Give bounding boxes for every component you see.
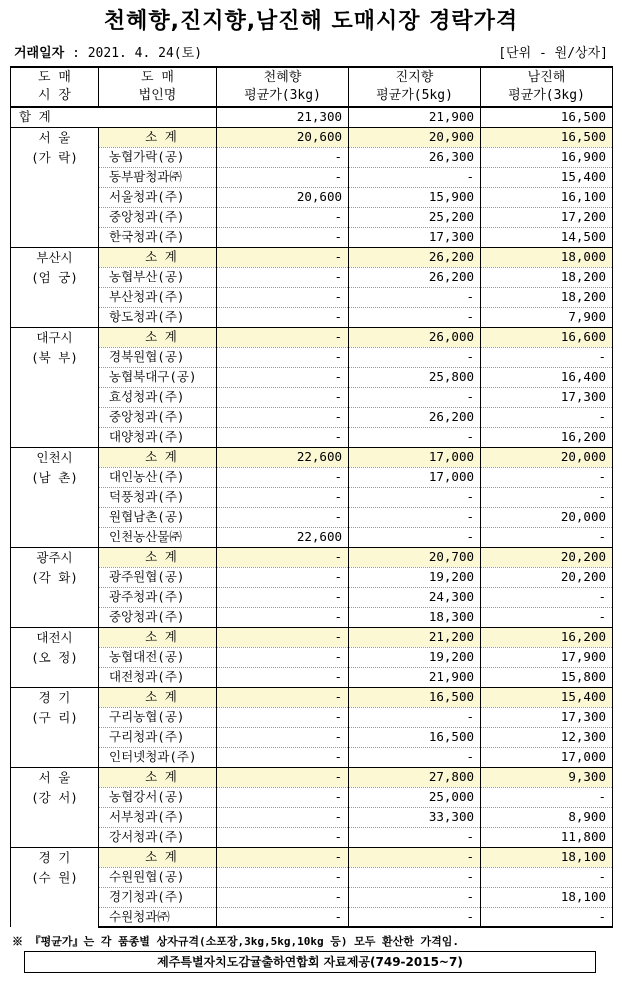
price-cell: - (217, 747, 349, 767)
price-cell: - (217, 347, 349, 367)
price-cell: - (217, 367, 349, 387)
price-cell: 20,900 (349, 127, 481, 147)
price-cell: - (481, 867, 613, 887)
table-header (11, 67, 613, 107)
price-cell: 19,200 (349, 567, 481, 587)
price-cell: 11,800 (481, 827, 613, 847)
price-cell: - (217, 907, 349, 927)
table-row (11, 387, 613, 407)
corp-name: 농협대전(공) (99, 647, 217, 667)
price-cell: - (349, 347, 481, 367)
price-cell: 17,000 (349, 467, 481, 487)
price-cell: 14,500 (481, 227, 613, 247)
table-row (11, 267, 613, 287)
market-name: 서 울 (가 락) (11, 127, 99, 247)
corp-name: 대인농산(주) (99, 467, 217, 487)
subtotal-label: 소 계 (99, 847, 217, 867)
header-namjinhae: 남진해 평균가(3kg) (481, 67, 613, 107)
corp-name: 대전청과(주) (99, 667, 217, 687)
price-cell: - (349, 867, 481, 887)
subtotal-row (11, 767, 613, 787)
price-cell: - (349, 507, 481, 527)
price-cell: - (349, 907, 481, 927)
price-cell: 20,200 (481, 567, 613, 587)
price-cell: 12,300 (481, 727, 613, 747)
price-cell: - (217, 507, 349, 527)
price-cell: 20,600 (217, 187, 349, 207)
price-cell: - (349, 527, 481, 547)
price-cell: - (217, 247, 349, 267)
price-cell: 20,200 (481, 547, 613, 567)
total-row (11, 107, 613, 127)
date-label: 거래일자 (14, 46, 65, 61)
price-cell: - (217, 167, 349, 187)
price-cell: 25,000 (349, 787, 481, 807)
price-cell: - (217, 387, 349, 407)
market-name: 서 울 (강 서) (11, 767, 99, 847)
table-row (11, 527, 613, 547)
corp-name: 구리청과(주) (99, 727, 217, 747)
price-cell: 8,900 (481, 807, 613, 827)
corp-name: 서부청과(주) (99, 807, 217, 827)
trade-date (14, 42, 202, 61)
price-cell: - (349, 307, 481, 327)
table-row (11, 147, 613, 167)
subtotal-label: 소 계 (99, 767, 217, 787)
table-row (11, 167, 613, 187)
table-row (11, 207, 613, 227)
price-cell: 17,000 (349, 447, 481, 467)
price-cell: 16,500 (481, 127, 613, 147)
price-cell: - (217, 627, 349, 647)
subtotal-row (11, 847, 613, 867)
corp-name: 농협강서(공) (99, 787, 217, 807)
price-cell: 18,100 (481, 887, 613, 907)
price-cell: - (217, 727, 349, 747)
footnote: ※ 『평균가』는 각 품종별 상자규격(소포장,3kg,5kg,10kg 등) 모두 환산한 가격임. (12, 935, 459, 948)
subtotal-row (11, 627, 613, 647)
price-cell: 20,000 (481, 447, 613, 467)
table-row (11, 187, 613, 207)
price-cell: 20,000 (481, 507, 613, 527)
corp-name: 중앙청과(주) (99, 607, 217, 627)
price-cell: - (217, 887, 349, 907)
table-row (11, 787, 613, 807)
price-cell: 20,700 (349, 547, 481, 567)
table-row (11, 567, 613, 587)
price-cell: 26,200 (349, 407, 481, 427)
price-cell: - (217, 607, 349, 627)
table-row (11, 807, 613, 827)
subtotal-row (11, 547, 613, 567)
price-cell: - (217, 827, 349, 847)
price-cell: - (217, 307, 349, 327)
total-value: 21,900 (349, 107, 481, 127)
price-cell: - (217, 707, 349, 727)
price-cell: - (217, 287, 349, 307)
header-market: 도 매 시 장 (11, 67, 99, 107)
table-row (11, 647, 613, 667)
market-name: 경 기 (수 원) (11, 847, 99, 927)
price-cell: 22,600 (217, 527, 349, 547)
price-cell: 25,200 (349, 207, 481, 227)
price-cell: 33,300 (349, 807, 481, 827)
price-cell: 26,200 (349, 267, 481, 287)
price-cell: - (349, 887, 481, 907)
price-cell: - (481, 607, 613, 627)
price-cell: 16,100 (481, 187, 613, 207)
table-row (11, 607, 613, 627)
table-row (11, 707, 613, 727)
corp-name: 농협북대구(공) (99, 367, 217, 387)
price-cell: - (481, 907, 613, 927)
corp-name: 부산청과(주) (99, 287, 217, 307)
subtotal-row (11, 327, 613, 347)
price-table (10, 66, 613, 928)
market-name: 대구시 (북 부) (11, 327, 99, 447)
header-corp: 도 매 법인명 (99, 67, 217, 107)
corp-name: 경기청과(주) (99, 887, 217, 907)
price-cell: - (481, 587, 613, 607)
page-title: 천혜향,진지향,남진해 도매시장 경락가격 (103, 9, 519, 34)
price-cell: 22,600 (217, 447, 349, 467)
price-cell: - (217, 667, 349, 687)
price-cell: 24,300 (349, 587, 481, 607)
subtotal-row (11, 247, 613, 267)
price-cell: - (481, 527, 613, 547)
market-name: 부산시 (엄 궁) (11, 247, 99, 327)
price-cell: - (217, 647, 349, 667)
price-cell: 18,100 (481, 847, 613, 867)
price-cell: 26,200 (349, 247, 481, 267)
market-name: 대전시 (오 정) (11, 627, 99, 687)
subtotal-label: 소 계 (99, 547, 217, 567)
price-cell: - (217, 567, 349, 587)
total-value: 21,300 (217, 107, 349, 127)
total-label: 합 계 (11, 107, 217, 127)
price-cell: 25,800 (349, 367, 481, 387)
price-cell: - (217, 487, 349, 507)
subtotal-row (11, 687, 613, 707)
table-row (11, 227, 613, 247)
price-cell: 17,300 (349, 227, 481, 247)
table-row (11, 287, 613, 307)
price-cell: - (349, 487, 481, 507)
price-cell: 7,900 (481, 307, 613, 327)
price-cell: - (481, 787, 613, 807)
market-name: 경 기 (구 리) (11, 687, 99, 767)
table-row (11, 307, 613, 327)
price-cell: 26,300 (349, 147, 481, 167)
table-row (11, 427, 613, 447)
corp-name: 인터넷청과(주) (99, 747, 217, 767)
price-cell: - (217, 787, 349, 807)
table-row (11, 407, 613, 427)
price-cell: 15,400 (481, 687, 613, 707)
price-cell: 17,000 (481, 747, 613, 767)
table-row (11, 867, 613, 887)
price-cell: - (349, 427, 481, 447)
subtotal-label: 소 계 (99, 247, 217, 267)
header-jinjihyang: 진지향 평균가(5kg) (349, 67, 481, 107)
price-cell: 18,200 (481, 267, 613, 287)
price-cell: - (481, 467, 613, 487)
price-cell: - (217, 867, 349, 887)
price-cell: - (217, 847, 349, 867)
subtotal-label: 소 계 (99, 447, 217, 467)
price-cell: 15,800 (481, 667, 613, 687)
price-cell: 16,600 (481, 327, 613, 347)
date-value: : 2021. 4. 24(토) (72, 46, 203, 61)
table-row (11, 747, 613, 767)
table-row (11, 487, 613, 507)
price-cell: 21,900 (349, 667, 481, 687)
header-cheonhyehyang: 천혜향 평균가(3kg) (217, 67, 349, 107)
price-cell: - (481, 407, 613, 427)
price-cell: 17,900 (481, 647, 613, 667)
table-row (11, 367, 613, 387)
price-cell: - (349, 707, 481, 727)
price-cell: - (349, 287, 481, 307)
price-cell: 27,800 (349, 767, 481, 787)
price-cell: - (217, 427, 349, 447)
price-cell: 18,200 (481, 287, 613, 307)
price-cell: - (349, 847, 481, 867)
price-cell: - (217, 687, 349, 707)
price-cell: - (217, 407, 349, 427)
corp-name: 광주원협(공) (99, 567, 217, 587)
price-cell: 17,300 (481, 387, 613, 407)
corp-name: 경북원협(공) (99, 347, 217, 367)
price-cell: 17,200 (481, 207, 613, 227)
price-cell: 9,300 (481, 767, 613, 787)
price-cell: 18,300 (349, 607, 481, 627)
price-cell: 16,400 (481, 367, 613, 387)
corp-name: 중앙청과(주) (99, 207, 217, 227)
corp-name: 수원청과㈜ (99, 907, 217, 927)
price-cell: 16,200 (481, 627, 613, 647)
price-cell: - (349, 387, 481, 407)
subtotal-label: 소 계 (99, 327, 217, 347)
price-cell: - (217, 227, 349, 247)
price-cell: - (481, 347, 613, 367)
corp-name: 광주청과(주) (99, 587, 217, 607)
price-cell: 17,300 (481, 707, 613, 727)
corp-name: 서울청과(주) (99, 187, 217, 207)
subtotal-row (11, 127, 613, 147)
corp-name: 강서청과(주) (99, 827, 217, 847)
table-row (11, 907, 613, 927)
price-cell: 16,200 (481, 427, 613, 447)
corp-name: 원협남촌(공) (99, 507, 217, 527)
source-box: 제주특별자치도감귤출하연합회 자료제공(749-2015~7) (24, 951, 596, 973)
price-cell: - (217, 467, 349, 487)
price-cell: - (217, 547, 349, 567)
corp-name: 농협가락(공) (99, 147, 217, 167)
unit-label: [단위 - 원/상자] (498, 46, 608, 61)
corp-name: 동부팜청과㈜ (99, 167, 217, 187)
price-cell: 15,400 (481, 167, 613, 187)
price-cell: - (481, 487, 613, 507)
price-cell: 15,900 (349, 187, 481, 207)
price-cell: - (349, 747, 481, 767)
price-cell: - (349, 827, 481, 847)
price-cell: 21,200 (349, 627, 481, 647)
price-cell: 16,900 (481, 147, 613, 167)
corp-name: 항도청과(주) (99, 307, 217, 327)
table-row (11, 587, 613, 607)
price-cell: - (217, 807, 349, 827)
corp-name: 중앙청과(주) (99, 407, 217, 427)
table-row (11, 887, 613, 907)
table-row (11, 347, 613, 367)
subtotal-row (11, 447, 613, 467)
corp-name: 효성청과(주) (99, 387, 217, 407)
subtotal-label: 소 계 (99, 127, 217, 147)
price-cell: 26,000 (349, 327, 481, 347)
corp-name: 농협부산(공) (99, 267, 217, 287)
corp-name: 인천농산물㈜ (99, 527, 217, 547)
price-cell: 16,500 (349, 727, 481, 747)
price-cell: - (217, 327, 349, 347)
price-cell: - (217, 147, 349, 167)
table-row (11, 667, 613, 687)
market-name: 인천시 (남 촌) (11, 447, 99, 547)
price-cell: 20,600 (217, 127, 349, 147)
price-cell: - (349, 167, 481, 187)
price-cell: 18,000 (481, 247, 613, 267)
price-cell: 16,500 (349, 687, 481, 707)
table-row (11, 727, 613, 747)
corp-name: 구리농협(공) (99, 707, 217, 727)
subtotal-label: 소 계 (99, 627, 217, 647)
price-cell: - (217, 267, 349, 287)
price-cell: - (217, 767, 349, 787)
corp-name: 덕풍청과(주) (99, 487, 217, 507)
table-row (11, 827, 613, 847)
corp-name: 대양청과(주) (99, 427, 217, 447)
corp-name: 수원원협(공) (99, 867, 217, 887)
market-name: 광주시 (각 화) (11, 547, 99, 627)
price-cell: - (217, 207, 349, 227)
table-row (11, 507, 613, 527)
price-cell: - (217, 587, 349, 607)
price-cell: 19,200 (349, 647, 481, 667)
corp-name: 한국청과(주) (99, 227, 217, 247)
table-row (11, 467, 613, 487)
subtotal-label: 소 계 (99, 687, 217, 707)
total-value: 16,500 (481, 107, 613, 127)
